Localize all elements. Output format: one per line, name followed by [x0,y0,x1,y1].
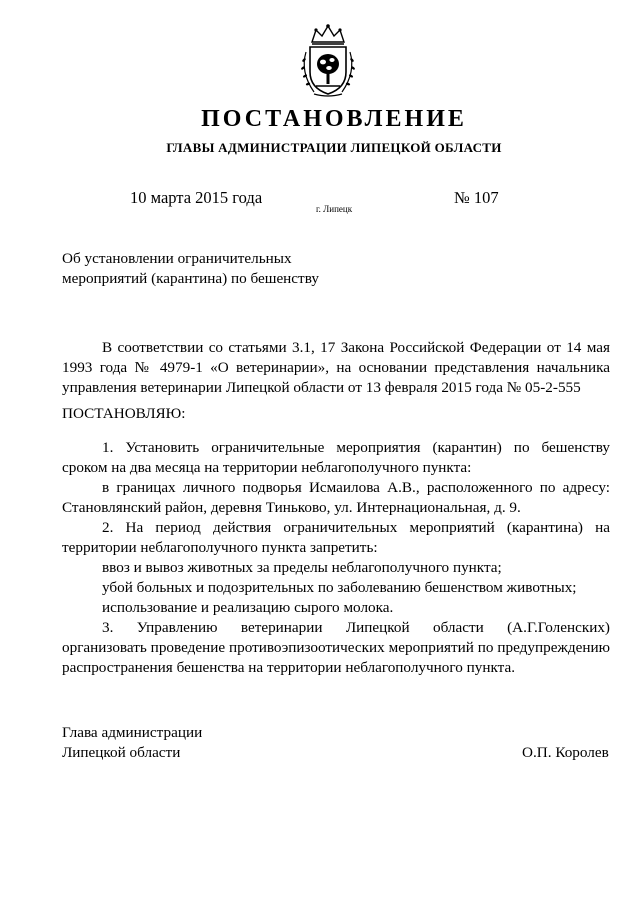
document-number: № 107 [454,188,499,207]
item-line: 1. Установить ограничительные мероприятия (карантин) по бешенству [102,439,610,456]
signatory-position-line: Липецкой области [62,744,181,761]
subject-line: Об установлении ограничительных [62,250,292,267]
preamble-line: управления ветеринарии Липецкой области от 13 февраля 2015 года № 05-2-555 [62,379,581,396]
item-line: организовать проведение противоэпизоотических мероприятий по предупреждению [62,639,610,656]
item-line: использование и реализацию сырого молока. [102,599,394,616]
document-city: г. Липецк [316,204,353,214]
item-line: 3. Управлению ветеринарии Липецкой области (А.Г.Голенских) [102,619,610,636]
resolution-items [62,438,610,678]
document-date: 10 марта 2015 года [130,188,263,207]
signatory-position-line: Глава администрации [62,724,203,741]
resolve-word: ПОСТАНОВЛЯЮ: [62,405,186,422]
item-line: Становлянский район, деревня Тиньково, ул. Интернациональная, д. 9. [62,499,521,516]
subject-line: мероприятий (карантина) по бешенству [62,270,319,287]
item-line: 2. На период действия ограничительных мероприятий (карантина) на [102,519,610,536]
item-line: в границах личного подворья Исмаилова А.В., расположенного по адресу: [102,479,610,496]
item-line: распространения бешенства на территории неблагополучного пункта. [62,659,515,676]
signatory-position [62,723,202,763]
preamble [62,338,610,398]
signatory-name: О.П. Королев [522,744,609,761]
preamble-line: В соответствии со статьями 3.1, 17 Закона Российской Федерации от 14 мая [102,339,610,356]
item-line: сроком на два месяца на территории неблагополучного пункта: [62,459,472,476]
preamble-line: 1993 года № 4979-1 «О ветеринарии», на основании представления начальника [62,359,610,376]
document-subject [62,249,362,289]
item-line: убой больных и подозрительных по заболеванию бешенством животных; [102,579,577,596]
item-line: ввоз и вывоз животных за пределы неблагополучного пункта; [102,559,502,576]
document-title: ПОСТАНОВЛЕНИЕ [201,106,467,132]
coat-of-arms-icon [298,22,358,98]
item-line: территории неблагополучного пункта запретить: [62,539,378,556]
document-subtitle: ГЛАВЫ АДМИНИСТРАЦИИ ЛИПЕЦКОЙ ОБЛАСТИ [166,140,502,155]
